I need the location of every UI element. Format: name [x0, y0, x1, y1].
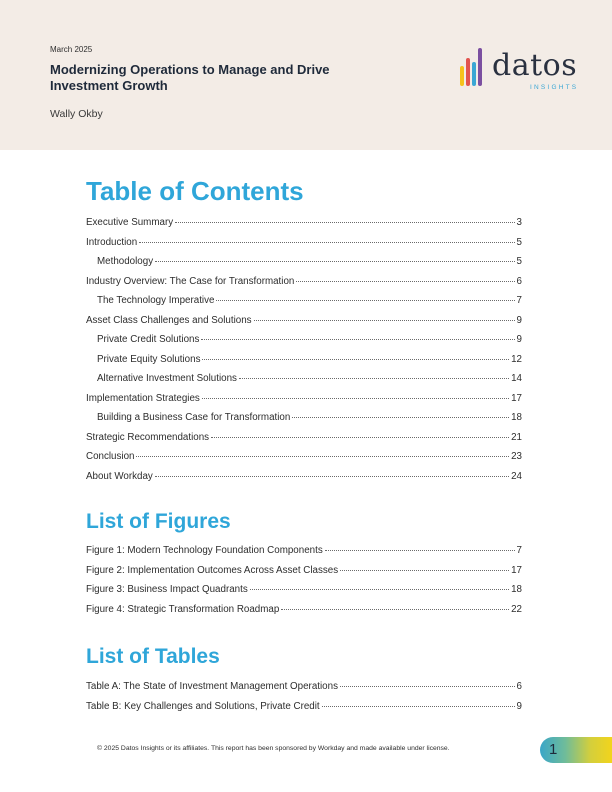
dot-leader	[216, 300, 514, 301]
logo-subtitle: INSIGHTS	[530, 84, 579, 91]
toc-entry[interactable]	[86, 237, 522, 257]
toc-entry[interactable]	[86, 412, 522, 432]
toc-entry[interactable]	[86, 295, 522, 315]
figure-entry-page: 17	[511, 564, 522, 576]
table-entry-label: Table B: Key Challenges and Solutions, Private Credit	[86, 700, 320, 712]
toc-entry[interactable]	[86, 315, 522, 335]
dot-leader	[239, 378, 509, 379]
toc-entry[interactable]	[86, 393, 522, 413]
toc-entry-page: 3	[516, 217, 522, 228]
report-title: Modernizing Operations to Manage and Drive Investment Growth	[50, 62, 330, 93]
dot-leader	[254, 320, 515, 321]
toc-entry-label: Alternative Investment Solutions	[97, 373, 237, 384]
figure-entry[interactable]	[86, 545, 522, 565]
toc-entry[interactable]	[86, 256, 522, 276]
table-entry-page: 6	[516, 681, 522, 692]
toc-entry-label: Building a Business Case for Transformation	[97, 412, 291, 423]
table-entry-label: Table A: The State of Investment Management Operations	[86, 681, 338, 692]
figures-list	[86, 545, 522, 623]
dot-leader	[139, 242, 514, 243]
toc-entry-label: Implementation Strategies	[86, 392, 200, 404]
toc-entry-page: 9	[516, 314, 522, 326]
logo-bars-icon	[458, 46, 486, 90]
copyright-note: © 2025 Datos Insights or its affiliates. This report has been sponsored by Workday and made available under license.	[97, 745, 450, 752]
figure-entry-label: Figure 3: Business Impact Quadrants	[86, 584, 248, 595]
toc-entry-label: Methodology	[97, 256, 154, 267]
toc-entry-page: 21	[511, 431, 522, 443]
dot-leader	[340, 570, 509, 571]
dot-leader	[250, 589, 509, 590]
dot-leader	[202, 398, 509, 399]
toc-entry[interactable]	[86, 217, 522, 237]
toc-entry-page: 24	[511, 470, 522, 482]
toc-entry[interactable]	[86, 334, 522, 354]
dot-leader	[175, 222, 514, 223]
dot-leader	[340, 686, 515, 687]
toc-entry-label: The Technology Imperative	[97, 295, 215, 306]
page-number-badge	[540, 737, 612, 763]
toc-entry-label: Executive Summary	[86, 217, 174, 228]
toc-entry-page: 23	[511, 451, 522, 462]
dot-leader	[296, 281, 514, 282]
toc-entry-label: Private Credit Solutions	[97, 334, 200, 345]
tables-heading: List of Tables	[86, 645, 220, 668]
dot-leader	[201, 339, 514, 340]
toc-entry-label: Asset Class Challenges and Solutions	[86, 314, 252, 326]
toc-entry[interactable]	[86, 432, 522, 452]
dot-leader	[202, 359, 509, 360]
figure-entry-label: Figure 4: Strategic Transformation Roadmap	[86, 603, 280, 615]
figure-entry[interactable]	[86, 565, 522, 585]
figure-entry-page: 18	[511, 584, 522, 595]
toc-entry[interactable]	[86, 354, 522, 374]
report-date: March 2025	[50, 45, 93, 54]
toc-entry-page: 6	[516, 275, 522, 287]
page-number: 1	[549, 741, 558, 758]
figure-entry[interactable]	[86, 584, 522, 604]
toc-entry-page: 17	[511, 392, 522, 404]
toc-entry-label: Industry Overview: The Case for Transformation	[86, 275, 295, 287]
toc-entry-page: 5	[516, 236, 522, 248]
toc-entry-label: Conclusion	[86, 451, 135, 462]
figure-entry-page: 7	[516, 545, 522, 556]
table-entry-page: 9	[516, 700, 522, 712]
logo-wordmark: datos	[492, 48, 578, 83]
figure-entry[interactable]	[86, 604, 522, 624]
toc-entry-label: Strategic Recommendations	[86, 431, 210, 443]
toc-entry[interactable]	[86, 373, 522, 393]
dot-leader	[155, 476, 509, 477]
toc-entry-label: Private Equity Solutions	[97, 353, 201, 365]
figure-entry-page: 22	[511, 603, 522, 615]
toc-entry[interactable]	[86, 451, 522, 471]
toc-entry[interactable]	[86, 276, 522, 296]
datos-insights-logo	[458, 44, 578, 100]
toc-entry-page: 7	[516, 295, 522, 306]
tables-list	[86, 681, 522, 720]
figure-entry-label: Figure 1: Modern Technology Foundation Components	[86, 545, 323, 556]
dot-leader	[292, 417, 509, 418]
table-entry[interactable]	[86, 701, 522, 721]
toc-heading: Table of Contents	[86, 176, 304, 206]
dot-leader	[155, 261, 514, 262]
report-author: Wally Okby	[50, 108, 103, 120]
dot-leader	[136, 456, 509, 457]
toc-entry-label: About Workday	[86, 470, 153, 482]
dot-leader	[322, 706, 515, 707]
dot-leader	[211, 437, 509, 438]
dot-leader	[325, 550, 515, 551]
toc-entry-label: Introduction	[86, 236, 138, 248]
toc-entry-page: 9	[516, 334, 522, 345]
toc-entry[interactable]	[86, 471, 522, 491]
figure-entry-label: Figure 2: Implementation Outcomes Across Asset Classes	[86, 564, 339, 576]
table-entry[interactable]	[86, 681, 522, 701]
toc-entry-page: 18	[511, 412, 522, 423]
toc-entry-page: 14	[511, 373, 522, 384]
toc-entry-page: 12	[511, 353, 522, 365]
figures-heading: List of Figures	[86, 510, 231, 533]
dot-leader	[281, 609, 509, 610]
toc-entry-page: 5	[516, 256, 522, 267]
toc-list	[86, 217, 522, 490]
